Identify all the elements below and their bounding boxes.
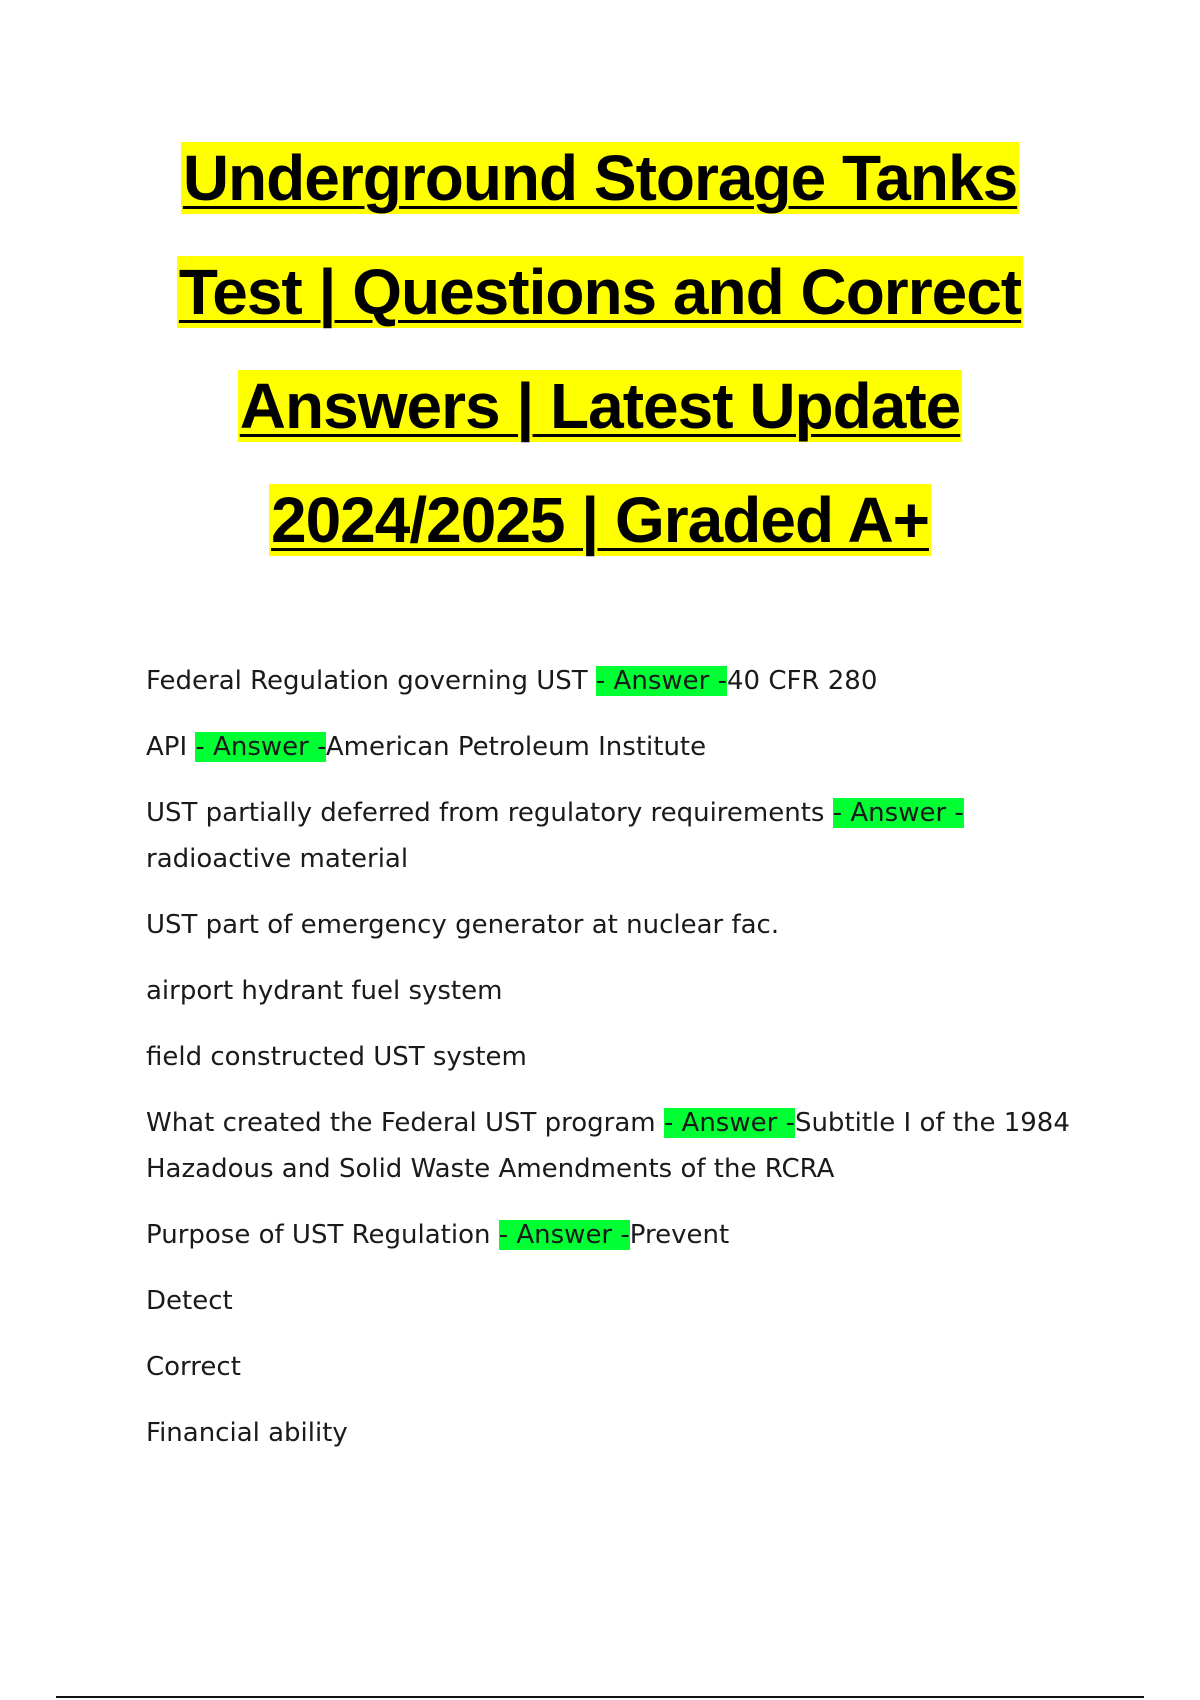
title-line-1 xyxy=(100,140,1100,216)
title-text-1: Underground Storage Tanks xyxy=(182,142,1018,214)
question-text: Purpose of UST Regulation xyxy=(146,1220,499,1250)
question-text: What created the Federal UST program xyxy=(146,1108,664,1138)
question-text: API xyxy=(146,732,196,762)
qa-entry-api xyxy=(146,724,1096,770)
answer-marker: - Answer - xyxy=(832,798,964,828)
answer-marker: - Answer - xyxy=(195,732,326,762)
title-line-2 xyxy=(100,254,1100,330)
title-text-2: Test | Questions and Correct xyxy=(178,256,1022,328)
answer-text: Prevent xyxy=(629,1220,730,1250)
answer-text: 40 CFR 280 xyxy=(726,666,878,696)
qa-list xyxy=(146,658,1096,1476)
list-item-detect: Detect xyxy=(146,1286,233,1316)
question-text: Federal Regulation governing UST xyxy=(146,666,596,696)
list-item-emergency-generator: UST part of emergency generator at nuclear fac. xyxy=(146,910,780,940)
list-item-financial-ability: Financial ability xyxy=(146,1418,348,1448)
answer-text: Subtitle I of the 1984 Hazadous and Solid Waste Amendments of the RCRA xyxy=(146,1108,1070,1184)
document-title xyxy=(100,140,1100,596)
page-bottom-divider xyxy=(56,1696,1144,1698)
list-item-airport-hydrant: airport hydrant fuel system xyxy=(146,976,503,1006)
qa-entry-purpose xyxy=(146,1212,1096,1258)
answer-text: American Petroleum Institute xyxy=(325,732,707,762)
title-line-3 xyxy=(100,368,1100,444)
answer-marker: - Answer - xyxy=(595,666,727,696)
title-text-3: Answers | Latest Update xyxy=(239,370,961,442)
qa-entry-partially-deferred xyxy=(146,790,1096,882)
list-item-correct: Correct xyxy=(146,1352,241,1382)
qa-entry-federal-ust-program xyxy=(146,1100,1096,1192)
answer-marker: - Answer - xyxy=(663,1108,795,1138)
answer-marker: - Answer - xyxy=(498,1220,630,1250)
question-text: UST partially deferred from regulatory requirements xyxy=(146,798,833,828)
title-line-4 xyxy=(100,482,1100,558)
title-text-4: 2024/2025 | Graded A+ xyxy=(270,484,930,556)
answer-text: radioactive material xyxy=(146,844,409,874)
qa-entry-federal-regulation xyxy=(146,658,1096,704)
list-item-field-constructed: field constructed UST system xyxy=(146,1042,527,1072)
